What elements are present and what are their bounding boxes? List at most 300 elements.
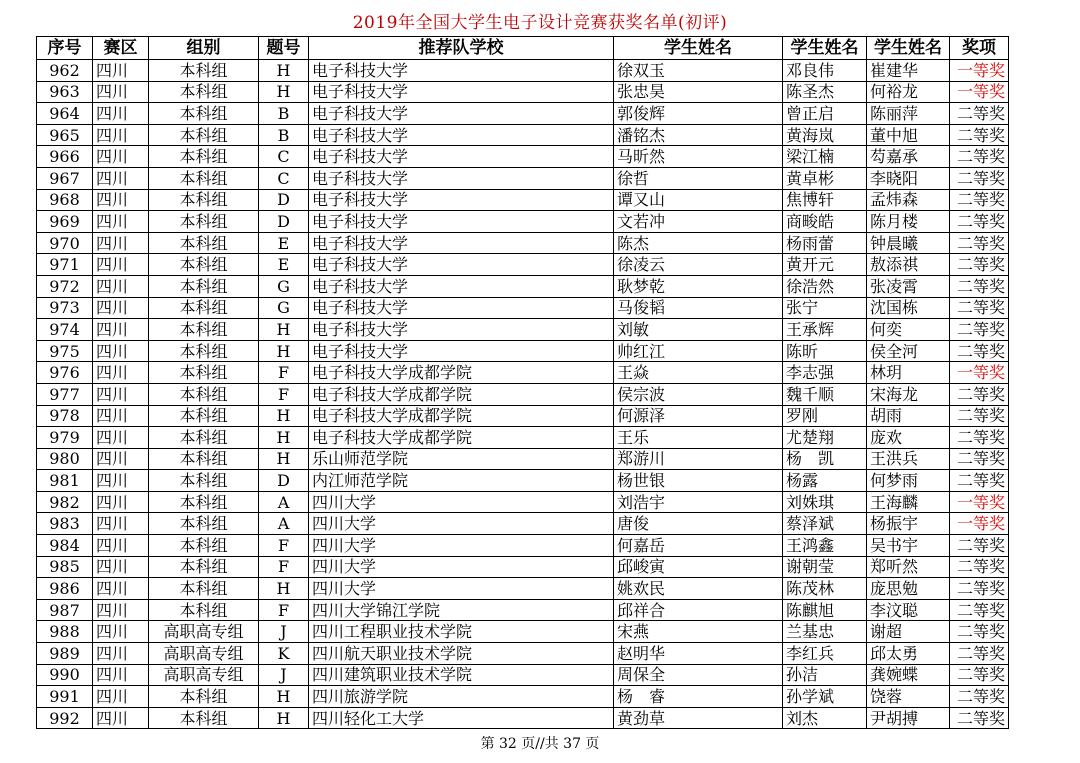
cell-number: 962 — [37, 60, 93, 82]
table-row — [37, 275, 1009, 297]
cell-award: 二等奖 — [950, 448, 1009, 470]
cell-problem: H — [259, 81, 309, 103]
cell-problem: F — [259, 383, 309, 405]
cell-award: 二等奖 — [950, 383, 1009, 405]
table-row — [37, 362, 1009, 384]
cell-number: 980 — [37, 448, 93, 470]
table-row — [37, 427, 1009, 449]
cell-student-2: 张宁 — [783, 297, 867, 319]
cell-group: 本科组 — [149, 103, 259, 125]
cell-student-1: 刘浩宇 — [614, 491, 783, 513]
cell-student-2: 黄海岚 — [783, 124, 867, 146]
cell-student-1: 马俊韬 — [614, 297, 783, 319]
cell-region: 四川 — [93, 146, 149, 168]
header-award: 奖项 — [950, 37, 1009, 60]
table-row — [37, 535, 1009, 557]
page-footer: 第 32 页//共 37 页 — [480, 736, 600, 752]
cell-award: 一等奖 — [950, 513, 1009, 535]
cell-number: 991 — [37, 686, 93, 708]
cell-student-1: 何源泽 — [614, 405, 783, 427]
cell-student-1: 文若冲 — [614, 211, 783, 233]
cell-problem: H — [259, 448, 309, 470]
cell-number: 974 — [37, 319, 93, 341]
cell-student-1: 刘敏 — [614, 319, 783, 341]
cell-group: 本科组 — [149, 513, 259, 535]
cell-group: 本科组 — [149, 297, 259, 319]
table-row — [37, 383, 1009, 405]
cell-region: 四川 — [93, 232, 149, 254]
cell-award: 二等奖 — [950, 319, 1009, 341]
table-row — [37, 124, 1009, 146]
header-student-2: 学生姓名 — [783, 37, 867, 60]
cell-problem: G — [259, 297, 309, 319]
cell-award: 二等奖 — [950, 405, 1009, 427]
cell-group: 本科组 — [149, 707, 259, 729]
cell-group: 本科组 — [149, 470, 259, 492]
cell-region: 四川 — [93, 81, 149, 103]
cell-number: 973 — [37, 297, 93, 319]
cell-number: 976 — [37, 362, 93, 384]
cell-group: 本科组 — [149, 167, 259, 189]
cell-problem: D — [259, 470, 309, 492]
cell-problem: E — [259, 254, 309, 276]
table-row — [37, 599, 1009, 621]
cell-student-2: 陈昕 — [783, 340, 867, 362]
table-row — [37, 297, 1009, 319]
cell-student-1: 谭又山 — [614, 189, 783, 211]
cell-award: 二等奖 — [950, 664, 1009, 686]
cell-region: 四川 — [93, 707, 149, 729]
cell-school: 四川大学锦江学院 — [309, 599, 614, 621]
cell-group: 本科组 — [149, 491, 259, 513]
cell-student-3: 敖添祺 — [867, 254, 950, 276]
cell-problem: H — [259, 340, 309, 362]
cell-problem: H — [259, 405, 309, 427]
cell-award: 二等奖 — [950, 535, 1009, 557]
cell-award: 二等奖 — [950, 189, 1009, 211]
cell-student-1: 徐凌云 — [614, 254, 783, 276]
cell-region: 四川 — [93, 275, 149, 297]
cell-region: 四川 — [93, 686, 149, 708]
cell-school: 电子科技大学成都学院 — [309, 383, 614, 405]
cell-school: 电子科技大学 — [309, 211, 614, 233]
cell-student-1: 姚欢民 — [614, 578, 783, 600]
cell-award: 二等奖 — [950, 643, 1009, 665]
cell-student-2: 曾正启 — [783, 103, 867, 125]
cell-school: 电子科技大学 — [309, 297, 614, 319]
cell-problem: K — [259, 643, 309, 665]
table-row — [37, 578, 1009, 600]
cell-student-1: 郑游川 — [614, 448, 783, 470]
cell-student-1: 唐俊 — [614, 513, 783, 535]
cell-region: 四川 — [93, 103, 149, 125]
cell-student-3: 谢超 — [867, 621, 950, 643]
table-row — [37, 491, 1009, 513]
cell-student-1: 郭俊辉 — [614, 103, 783, 125]
table-row — [37, 686, 1009, 708]
cell-student-2: 黄卓彬 — [783, 167, 867, 189]
cell-problem: A — [259, 491, 309, 513]
table-row — [37, 340, 1009, 362]
cell-number: 978 — [37, 405, 93, 427]
cell-award: 二等奖 — [950, 599, 1009, 621]
table-row — [37, 319, 1009, 341]
cell-student-3: 董中旭 — [867, 124, 950, 146]
table-row — [37, 513, 1009, 535]
cell-student-3: 郑听然 — [867, 556, 950, 578]
cell-student-3: 龚婉蝶 — [867, 664, 950, 686]
table-row — [37, 81, 1009, 103]
cell-award: 二等奖 — [950, 103, 1009, 125]
cell-number: 963 — [37, 81, 93, 103]
cell-award: 二等奖 — [950, 254, 1009, 276]
cell-student-3: 孟炜森 — [867, 189, 950, 211]
cell-group: 本科组 — [149, 686, 259, 708]
cell-number: 975 — [37, 340, 93, 362]
cell-student-3: 庞欢 — [867, 427, 950, 449]
cell-number: 982 — [37, 491, 93, 513]
cell-student-2: 王鸿鑫 — [783, 535, 867, 557]
table-row — [37, 232, 1009, 254]
cell-student-3: 胡雨 — [867, 405, 950, 427]
cell-student-2: 刘杰 — [783, 707, 867, 729]
cell-school: 电子科技大学 — [309, 81, 614, 103]
cell-problem: F — [259, 556, 309, 578]
header-region: 赛区 — [93, 37, 149, 60]
cell-award: 一等奖 — [950, 81, 1009, 103]
header-group: 组别 — [149, 37, 259, 60]
cell-student-2: 谢朝莹 — [783, 556, 867, 578]
cell-award: 二等奖 — [950, 556, 1009, 578]
table-row — [37, 707, 1009, 729]
header-problem: 题号 — [259, 37, 309, 60]
cell-region: 四川 — [93, 362, 149, 384]
cell-number: 968 — [37, 189, 93, 211]
cell-student-1: 宋燕 — [614, 621, 783, 643]
cell-problem: B — [259, 124, 309, 146]
table-row — [37, 405, 1009, 427]
cell-number: 967 — [37, 167, 93, 189]
cell-school: 四川航天职业技术学院 — [309, 643, 614, 665]
cell-number: 986 — [37, 578, 93, 600]
cell-award: 二等奖 — [950, 340, 1009, 362]
cell-student-2: 尤楚翔 — [783, 427, 867, 449]
cell-group: 本科组 — [149, 60, 259, 82]
cell-group: 本科组 — [149, 319, 259, 341]
cell-student-1: 邱祥合 — [614, 599, 783, 621]
cell-student-2: 刘姝琪 — [783, 491, 867, 513]
cell-student-3: 陈月楼 — [867, 211, 950, 233]
cell-group: 本科组 — [149, 81, 259, 103]
cell-number: 987 — [37, 599, 93, 621]
cell-number: 971 — [37, 254, 93, 276]
cell-school: 电子科技大学 — [309, 103, 614, 125]
cell-region: 四川 — [93, 297, 149, 319]
cell-student-2: 陈圣杰 — [783, 81, 867, 103]
cell-student-3: 崔建华 — [867, 60, 950, 82]
cell-school: 电子科技大学 — [309, 124, 614, 146]
cell-school: 内江师范学院 — [309, 470, 614, 492]
header-school: 推荐队学校 — [309, 37, 614, 60]
table-row — [37, 621, 1009, 643]
cell-group: 本科组 — [149, 427, 259, 449]
header-row — [37, 37, 1009, 60]
cell-region: 四川 — [93, 491, 149, 513]
cell-student-1: 耿梦乾 — [614, 275, 783, 297]
table-row — [37, 664, 1009, 686]
cell-region: 四川 — [93, 340, 149, 362]
cell-student-2: 徐浩然 — [783, 275, 867, 297]
cell-group: 高职高专组 — [149, 621, 259, 643]
cell-award: 二等奖 — [950, 297, 1009, 319]
cell-number: 979 — [37, 427, 93, 449]
cell-student-2: 杨雨蕾 — [783, 232, 867, 254]
cell-student-3: 何奕 — [867, 319, 950, 341]
cell-student-1: 杨 睿 — [614, 686, 783, 708]
cell-problem: F — [259, 535, 309, 557]
cell-problem: J — [259, 664, 309, 686]
cell-student-2: 黄开元 — [783, 254, 867, 276]
cell-school: 四川大学 — [309, 513, 614, 535]
cell-problem: G — [259, 275, 309, 297]
cell-school: 电子科技大学 — [309, 167, 614, 189]
cell-school: 电子科技大学成都学院 — [309, 405, 614, 427]
cell-problem: J — [259, 621, 309, 643]
cell-group: 本科组 — [149, 405, 259, 427]
cell-award: 二等奖 — [950, 211, 1009, 233]
cell-problem: D — [259, 211, 309, 233]
cell-number: 965 — [37, 124, 93, 146]
cell-group: 本科组 — [149, 232, 259, 254]
cell-student-1: 黄劲草 — [614, 707, 783, 729]
cell-school: 电子科技大学 — [309, 275, 614, 297]
cell-student-1: 张忠昊 — [614, 81, 783, 103]
cell-student-2: 杨 凯 — [783, 448, 867, 470]
cell-student-1: 侯宗波 — [614, 383, 783, 405]
cell-student-2: 焦博轩 — [783, 189, 867, 211]
cell-student-2: 孙学斌 — [783, 686, 867, 708]
cell-award: 二等奖 — [950, 707, 1009, 729]
cell-region: 四川 — [93, 664, 149, 686]
header-number: 序号 — [37, 37, 93, 60]
cell-student-2: 商畯皓 — [783, 211, 867, 233]
cell-award: 二等奖 — [950, 427, 1009, 449]
cell-student-3: 芶嘉承 — [867, 146, 950, 168]
cell-group: 本科组 — [149, 340, 259, 362]
cell-region: 四川 — [93, 621, 149, 643]
cell-school: 电子科技大学 — [309, 146, 614, 168]
cell-number: 966 — [37, 146, 93, 168]
cell-student-3: 庞思勉 — [867, 578, 950, 600]
cell-student-3: 杨振宇 — [867, 513, 950, 535]
cell-student-2: 王承辉 — [783, 319, 867, 341]
cell-group: 本科组 — [149, 578, 259, 600]
cell-student-3: 王海麟 — [867, 491, 950, 513]
cell-number: 989 — [37, 643, 93, 665]
table-row — [37, 556, 1009, 578]
table-row — [37, 60, 1009, 82]
cell-student-1: 徐哲 — [614, 167, 783, 189]
cell-group: 本科组 — [149, 362, 259, 384]
cell-group: 本科组 — [149, 124, 259, 146]
cell-award: 一等奖 — [950, 491, 1009, 513]
cell-group: 本科组 — [149, 275, 259, 297]
table-row — [37, 167, 1009, 189]
cell-number: 992 — [37, 707, 93, 729]
cell-student-3: 饶蓉 — [867, 686, 950, 708]
cell-student-2: 罗刚 — [783, 405, 867, 427]
cell-region: 四川 — [93, 448, 149, 470]
cell-award: 二等奖 — [950, 275, 1009, 297]
cell-student-2: 陈麒旭 — [783, 599, 867, 621]
cell-student-3: 何梦雨 — [867, 470, 950, 492]
cell-student-3: 李汶聪 — [867, 599, 950, 621]
cell-region: 四川 — [93, 643, 149, 665]
cell-student-1: 陈杰 — [614, 232, 783, 254]
cell-award: 一等奖 — [950, 362, 1009, 384]
cell-region: 四川 — [93, 556, 149, 578]
cell-student-3: 王洪兵 — [867, 448, 950, 470]
cell-group: 本科组 — [149, 535, 259, 557]
cell-school: 乐山师范学院 — [309, 448, 614, 470]
cell-region: 四川 — [93, 405, 149, 427]
cell-region: 四川 — [93, 383, 149, 405]
cell-group: 本科组 — [149, 189, 259, 211]
cell-student-1: 赵明华 — [614, 643, 783, 665]
cell-student-3: 张凌霄 — [867, 275, 950, 297]
table-row — [37, 448, 1009, 470]
cell-region: 四川 — [93, 189, 149, 211]
cell-student-3: 沈国栋 — [867, 297, 950, 319]
cell-group: 本科组 — [149, 448, 259, 470]
cell-problem: E — [259, 232, 309, 254]
cell-school: 电子科技大学 — [309, 340, 614, 362]
cell-student-2: 梁江楠 — [783, 146, 867, 168]
cell-number: 988 — [37, 621, 93, 643]
cell-group: 本科组 — [149, 599, 259, 621]
table-row — [37, 643, 1009, 665]
cell-award: 二等奖 — [950, 470, 1009, 492]
cell-region: 四川 — [93, 254, 149, 276]
cell-group: 本科组 — [149, 556, 259, 578]
cell-award: 二等奖 — [950, 578, 1009, 600]
cell-award: 二等奖 — [950, 232, 1009, 254]
cell-region: 四川 — [93, 535, 149, 557]
award-rows — [37, 60, 1009, 729]
cell-student-2: 孙洁 — [783, 664, 867, 686]
cell-student-1: 王乐 — [614, 427, 783, 449]
cell-problem: D — [259, 189, 309, 211]
cell-number: 969 — [37, 211, 93, 233]
cell-problem: H — [259, 60, 309, 82]
table-row — [37, 103, 1009, 125]
cell-number: 985 — [37, 556, 93, 578]
cell-region: 四川 — [93, 599, 149, 621]
cell-student-2: 邓良伟 — [783, 60, 867, 82]
cell-school: 电子科技大学 — [309, 319, 614, 341]
cell-school: 电子科技大学 — [309, 60, 614, 82]
cell-student-3: 尹胡搏 — [867, 707, 950, 729]
cell-region: 四川 — [93, 124, 149, 146]
cell-student-3: 林玥 — [867, 362, 950, 384]
cell-problem: F — [259, 362, 309, 384]
cell-student-1: 何嘉岳 — [614, 535, 783, 557]
header-student-1: 学生姓名 — [614, 37, 783, 60]
cell-student-2: 杨露 — [783, 470, 867, 492]
cell-number: 984 — [37, 535, 93, 557]
cell-group: 本科组 — [149, 211, 259, 233]
cell-student-3: 钟晨曦 — [867, 232, 950, 254]
cell-school: 四川建筑职业技术学院 — [309, 664, 614, 686]
cell-student-1: 杨世银 — [614, 470, 783, 492]
cell-number: 983 — [37, 513, 93, 535]
table-row — [37, 211, 1009, 233]
cell-student-1: 马昕然 — [614, 146, 783, 168]
cell-school: 四川大学 — [309, 556, 614, 578]
cell-group: 本科组 — [149, 383, 259, 405]
cell-school: 四川大学 — [309, 491, 614, 513]
cell-problem: H — [259, 427, 309, 449]
cell-problem: B — [259, 103, 309, 125]
cell-group: 本科组 — [149, 254, 259, 276]
cell-award: 二等奖 — [950, 621, 1009, 643]
cell-school: 电子科技大学成都学院 — [309, 362, 614, 384]
table-row — [37, 470, 1009, 492]
cell-group: 高职高专组 — [149, 664, 259, 686]
cell-student-1: 邱峻寅 — [614, 556, 783, 578]
cell-number: 964 — [37, 103, 93, 125]
cell-region: 四川 — [93, 427, 149, 449]
cell-region: 四川 — [93, 60, 149, 82]
cell-student-3: 吴书宇 — [867, 535, 950, 557]
cell-problem: H — [259, 707, 309, 729]
cell-student-1: 帅红江 — [614, 340, 783, 362]
cell-school: 四川旅游学院 — [309, 686, 614, 708]
cell-student-1: 徐双玉 — [614, 60, 783, 82]
cell-award: 二等奖 — [950, 167, 1009, 189]
cell-student-2: 兰基忠 — [783, 621, 867, 643]
cell-problem: C — [259, 167, 309, 189]
page-title: 2019年全国大学生电子设计竞赛获奖名单(初评) — [352, 13, 728, 33]
table-row — [37, 189, 1009, 211]
cell-problem: H — [259, 319, 309, 341]
cell-student-3: 宋海龙 — [867, 383, 950, 405]
cell-number: 970 — [37, 232, 93, 254]
cell-problem: F — [259, 599, 309, 621]
cell-student-1: 王焱 — [614, 362, 783, 384]
cell-award: 二等奖 — [950, 124, 1009, 146]
cell-student-3: 邱太勇 — [867, 643, 950, 665]
cell-student-2: 李志强 — [783, 362, 867, 384]
cell-group: 高职高专组 — [149, 643, 259, 665]
cell-award: 二等奖 — [950, 146, 1009, 168]
cell-number: 990 — [37, 664, 93, 686]
cell-award: 一等奖 — [950, 60, 1009, 82]
cell-region: 四川 — [93, 578, 149, 600]
cell-school: 四川工程职业技术学院 — [309, 621, 614, 643]
cell-student-3: 侯全河 — [867, 340, 950, 362]
cell-number: 981 — [37, 470, 93, 492]
cell-problem: H — [259, 578, 309, 600]
cell-school: 电子科技大学 — [309, 189, 614, 211]
table-row — [37, 146, 1009, 168]
table-row — [37, 254, 1009, 276]
awards-table — [36, 36, 1009, 729]
cell-region: 四川 — [93, 470, 149, 492]
cell-school: 电子科技大学 — [309, 254, 614, 276]
cell-group: 本科组 — [149, 146, 259, 168]
cell-student-3: 陈丽萍 — [867, 103, 950, 125]
